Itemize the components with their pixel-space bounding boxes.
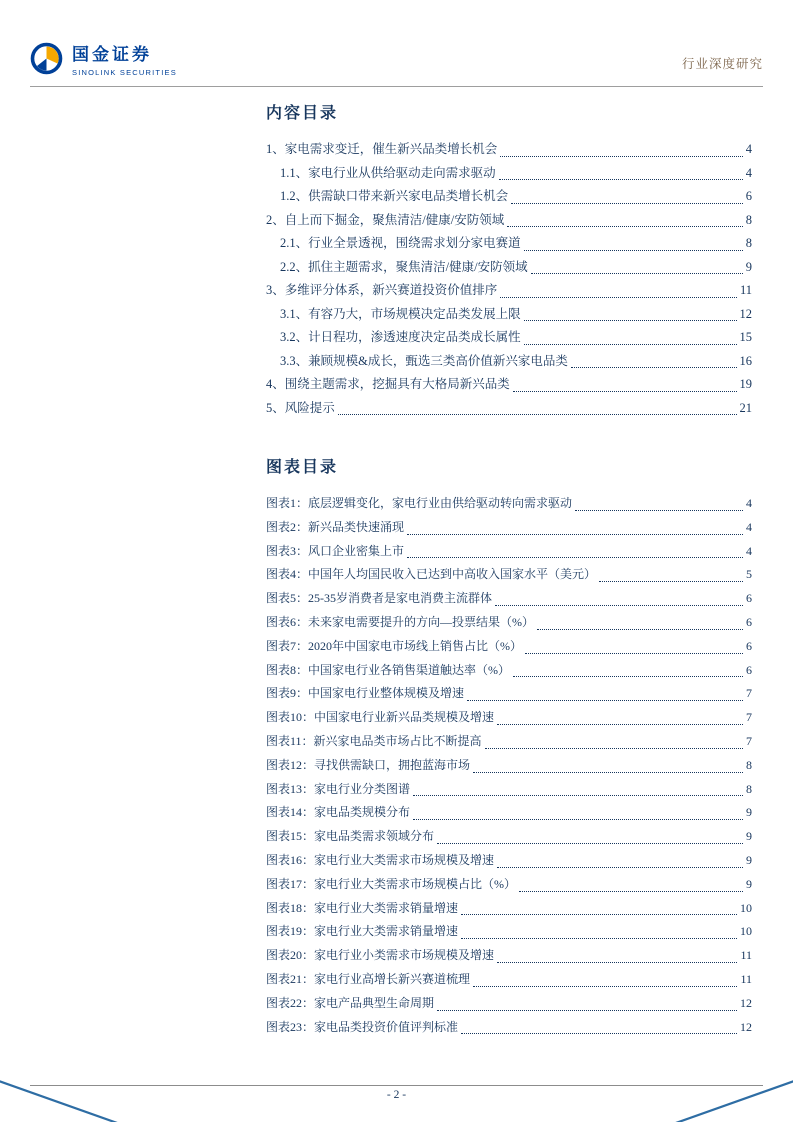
figure-entry-label: 图表9：中国家电行业整体规模及增速 bbox=[266, 686, 465, 701]
figure-entry[interactable] bbox=[266, 706, 752, 730]
dotted-leader bbox=[413, 819, 743, 820]
figure-entry-label: 图表22：家电产品典型生命周期 bbox=[266, 995, 435, 1010]
figure-entry[interactable] bbox=[266, 897, 752, 921]
figure-entry[interactable] bbox=[266, 992, 752, 1016]
toc-entry-label: 1、家电需求变迁，催生新兴品类增长机会 bbox=[266, 142, 498, 156]
toc-entry-page-number: 6 bbox=[745, 189, 752, 203]
dotted-leader bbox=[407, 534, 743, 535]
toc-entry[interactable] bbox=[266, 397, 752, 421]
toc-entry[interactable] bbox=[266, 209, 752, 233]
toc-entry-page-number: 21 bbox=[739, 400, 752, 415]
toc-entry-page-number: 4 bbox=[745, 142, 752, 156]
figure-entry-label: 图表10：中国家电行业新兴品类规模及增速 bbox=[266, 710, 495, 725]
figure-entry-page-number: 4 bbox=[746, 519, 752, 534]
dotted-leader bbox=[499, 179, 743, 180]
figure-entry-page-number: 7 bbox=[746, 733, 752, 748]
figure-entry-page-number: 8 bbox=[746, 757, 752, 772]
figure-entry-label: 图表17：家电行业大类需求市场规模占比（%） bbox=[266, 876, 516, 891]
dotted-leader bbox=[497, 724, 743, 725]
figure-entry-label: 图表13：家电行业分类图谱 bbox=[266, 781, 411, 796]
figure-entry[interactable] bbox=[266, 563, 752, 587]
figure-entry-label: 图表14：家电品类规模分布 bbox=[266, 805, 411, 820]
toc-entry[interactable] bbox=[266, 326, 752, 350]
dotted-leader bbox=[461, 1033, 737, 1034]
footer-page-number: - 2 - bbox=[386, 1089, 407, 1101]
figure-entry[interactable] bbox=[266, 659, 752, 683]
figure-entry-page-number: 10 bbox=[740, 900, 752, 915]
figure-entry[interactable] bbox=[266, 801, 752, 825]
figure-entry[interactable] bbox=[266, 730, 752, 754]
figure-entry-page-number: 9 bbox=[746, 829, 752, 844]
dotted-leader bbox=[500, 297, 737, 298]
toc-entry-page-number: 16 bbox=[739, 353, 752, 368]
figure-entry-label: 图表19：家电行业大类需求销量增速 bbox=[266, 924, 459, 939]
toc-entry-page-number: 9 bbox=[745, 259, 752, 274]
toc-entry-label: 2.2、抓住主题需求，聚焦清洁/健康/安防领域 bbox=[280, 259, 528, 274]
figure-entry-label: 图表2：新兴品类快速涌现 bbox=[266, 519, 405, 534]
toc-entry-label: 2、自上而下掘金，聚焦清洁/健康/安防领域 bbox=[266, 212, 505, 227]
figure-entry[interactable] bbox=[266, 778, 752, 802]
report-type-label: 行业深度研究 bbox=[681, 57, 763, 71]
figure-entry[interactable] bbox=[266, 873, 752, 897]
brand-logo bbox=[30, 40, 763, 77]
header-divider bbox=[30, 86, 763, 87]
toc-entry-label: 1.2、供需缺口带来新兴家电品类增长机会 bbox=[280, 189, 509, 203]
toc-entry[interactable] bbox=[266, 279, 752, 303]
toc-entry-page-number: 11 bbox=[739, 283, 752, 297]
dotted-leader bbox=[497, 962, 737, 963]
figure-entry-label: 图表20：家电行业小类需求市场规模及增速 bbox=[266, 948, 495, 963]
toc-entry-page-number: 19 bbox=[739, 377, 752, 391]
toc-entry[interactable] bbox=[266, 256, 752, 280]
corner-decorations bbox=[0, 1072, 793, 1122]
toc-entry-label: 3.1、有容乃大，市场规模决定品类发展上限 bbox=[280, 306, 521, 321]
figure-entry[interactable] bbox=[266, 682, 752, 706]
dotted-leader bbox=[473, 772, 743, 773]
figure-list bbox=[266, 492, 752, 1039]
toc-entry-page-number: 12 bbox=[739, 306, 752, 321]
dotted-leader bbox=[467, 700, 743, 701]
toc-list bbox=[266, 138, 752, 420]
figure-entry[interactable] bbox=[266, 611, 752, 635]
brand-name: 国金证券 bbox=[72, 45, 152, 64]
figure-entry-page-number: 6 bbox=[746, 591, 752, 606]
figures-title: 图表目录 bbox=[266, 459, 339, 476]
dotted-leader bbox=[473, 986, 737, 987]
figure-entry-page-number: 6 bbox=[746, 614, 752, 629]
figure-entry[interactable] bbox=[266, 944, 752, 968]
dotted-leader bbox=[524, 344, 737, 345]
figure-entry-label: 图表4：中国年人均国民收入已达到中高收入国家水平（美元） bbox=[266, 567, 597, 582]
figure-entry[interactable] bbox=[266, 825, 752, 849]
dotted-leader bbox=[495, 605, 743, 606]
figure-entry-label: 图表16：家电行业大类需求市场规模及增速 bbox=[266, 852, 495, 867]
dotted-leader bbox=[537, 629, 743, 630]
figure-entry-label: 图表5：25-35岁消费者是家电消费主流群体 bbox=[266, 591, 492, 606]
sinolink-logo-icon bbox=[30, 42, 63, 75]
dotted-leader bbox=[571, 367, 737, 368]
figure-entry[interactable] bbox=[266, 635, 752, 659]
figure-entry[interactable] bbox=[266, 1016, 752, 1040]
dotted-leader bbox=[485, 748, 743, 749]
toc-entry[interactable] bbox=[266, 232, 752, 256]
figure-entry-page-number: 11 bbox=[740, 948, 752, 963]
figure-entry-page-number: 5 bbox=[746, 567, 752, 582]
toc-entry-label: 4、围绕主题需求，挖掘具有大格局新兴品类 bbox=[266, 377, 510, 391]
toc-entry-label: 2.1、行业全景透视，围绕需求划分家电赛道 bbox=[280, 236, 521, 250]
toc-entry[interactable] bbox=[266, 303, 752, 327]
figure-entry[interactable] bbox=[266, 516, 752, 540]
dotted-leader bbox=[524, 320, 737, 321]
figure-entry-page-number: 4 bbox=[746, 543, 752, 558]
toc-entry[interactable] bbox=[266, 185, 752, 209]
figure-entry-page-number: 6 bbox=[746, 662, 752, 677]
toc-title: 内容目录 bbox=[266, 105, 339, 122]
figure-entry[interactable] bbox=[266, 968, 752, 992]
dotted-leader bbox=[461, 938, 737, 939]
dotted-leader bbox=[524, 250, 743, 251]
dotted-leader bbox=[497, 867, 743, 868]
figure-entry-page-number: 12 bbox=[740, 1019, 752, 1034]
dotted-leader bbox=[525, 653, 743, 654]
dotted-leader bbox=[575, 510, 743, 511]
figure-entry-page-number: 8 bbox=[746, 781, 752, 796]
toc-entry-label: 3.2、计日程功，渗透速度决定品类成长属性 bbox=[280, 330, 521, 344]
dotted-leader bbox=[500, 156, 742, 157]
figure-entry-page-number: 12 bbox=[740, 995, 752, 1010]
dotted-leader bbox=[519, 891, 743, 892]
figure-entry-page-number: 9 bbox=[746, 876, 752, 891]
dotted-leader bbox=[511, 203, 743, 204]
dotted-leader bbox=[413, 795, 743, 796]
toc-entry-page-number: 15 bbox=[739, 330, 752, 344]
figure-entry-page-number: 10 bbox=[740, 924, 752, 939]
toc-entry-label: 1.1、家电行业从供给驱动走向需求驱动 bbox=[280, 165, 496, 180]
dotted-leader bbox=[531, 273, 743, 274]
dotted-leader bbox=[437, 1010, 737, 1011]
figure-entry[interactable] bbox=[266, 754, 752, 778]
figure-entry-label: 图表6：未来家电需要提升的方向—投票结果（%） bbox=[266, 614, 534, 629]
dotted-leader bbox=[338, 414, 737, 415]
dotted-leader bbox=[599, 581, 743, 582]
toc-entry[interactable] bbox=[266, 350, 752, 374]
figure-entry-page-number: 9 bbox=[746, 805, 752, 820]
figure-entry-label: 图表1：底层逻辑变化，家电行业由供给驱动转向需求驱动 bbox=[266, 496, 573, 510]
figure-entry[interactable] bbox=[266, 920, 752, 944]
dotted-leader bbox=[507, 226, 743, 227]
corner-line-left bbox=[0, 1080, 120, 1122]
figure-entry-label: 图表23：家电品类投资价值评判标准 bbox=[266, 1019, 459, 1034]
figure-entry-label: 图表8：中国家电行业各销售渠道触达率（%） bbox=[266, 662, 510, 677]
dotted-leader bbox=[407, 557, 743, 558]
figures-section bbox=[266, 454, 752, 1039]
dotted-leader bbox=[437, 843, 743, 844]
figure-entry-label: 图表7：2020年中国家电市场线上销售占比（%） bbox=[266, 638, 522, 653]
figure-entry-label: 图表3：风口企业密集上市 bbox=[266, 543, 405, 558]
figure-entry[interactable] bbox=[266, 540, 752, 564]
figure-entry-page-number: 4 bbox=[746, 496, 752, 510]
page-header bbox=[30, 40, 763, 86]
corner-line-right bbox=[673, 1080, 793, 1122]
toc-entry-label: 5、风险提示 bbox=[266, 400, 335, 415]
figure-entry-page-number: 9 bbox=[746, 852, 752, 867]
toc-entry-label: 3.3、兼顾规模&成长，甄选三类高价值新兴家电品类 bbox=[280, 353, 568, 368]
toc-entry[interactable] bbox=[266, 138, 752, 162]
toc-entry-page-number: 8 bbox=[745, 212, 752, 227]
figure-entry-page-number: 7 bbox=[746, 686, 752, 701]
toc-entry[interactable] bbox=[266, 162, 752, 186]
figure-entry-label: 图表11：新兴家电品类市场占比不断提高 bbox=[266, 733, 482, 748]
figure-entry-label: 图表15：家电品类需求领域分布 bbox=[266, 829, 435, 844]
toc-entry-page-number: 4 bbox=[745, 165, 752, 180]
figure-entry-label: 图表12：寻找供需缺口，拥抱蓝海市场 bbox=[266, 757, 471, 772]
figure-entry[interactable] bbox=[266, 587, 752, 611]
dotted-leader bbox=[513, 391, 737, 392]
figure-entry-label: 图表18：家电行业大类需求销量增速 bbox=[266, 900, 459, 915]
brand-subtitle: SINOLINK SECURITIES bbox=[72, 68, 177, 77]
figure-entry-page-number: 11 bbox=[740, 971, 752, 986]
toc-section bbox=[266, 100, 752, 420]
figure-entry-page-number: 7 bbox=[746, 710, 752, 725]
figure-entry[interactable] bbox=[266, 849, 752, 873]
figure-entry-page-number: 6 bbox=[746, 638, 752, 653]
content-column bbox=[266, 100, 752, 1039]
figure-entry[interactable] bbox=[266, 492, 752, 516]
toc-entry[interactable] bbox=[266, 373, 752, 397]
dotted-leader bbox=[461, 914, 737, 915]
figure-entry-label: 图表21：家电行业高增长新兴赛道梳理 bbox=[266, 971, 471, 986]
toc-entry-label: 3、多维评分体系，新兴赛道投资价值排序 bbox=[266, 283, 498, 297]
toc-entry-page-number: 8 bbox=[745, 236, 752, 250]
dotted-leader bbox=[513, 676, 743, 677]
